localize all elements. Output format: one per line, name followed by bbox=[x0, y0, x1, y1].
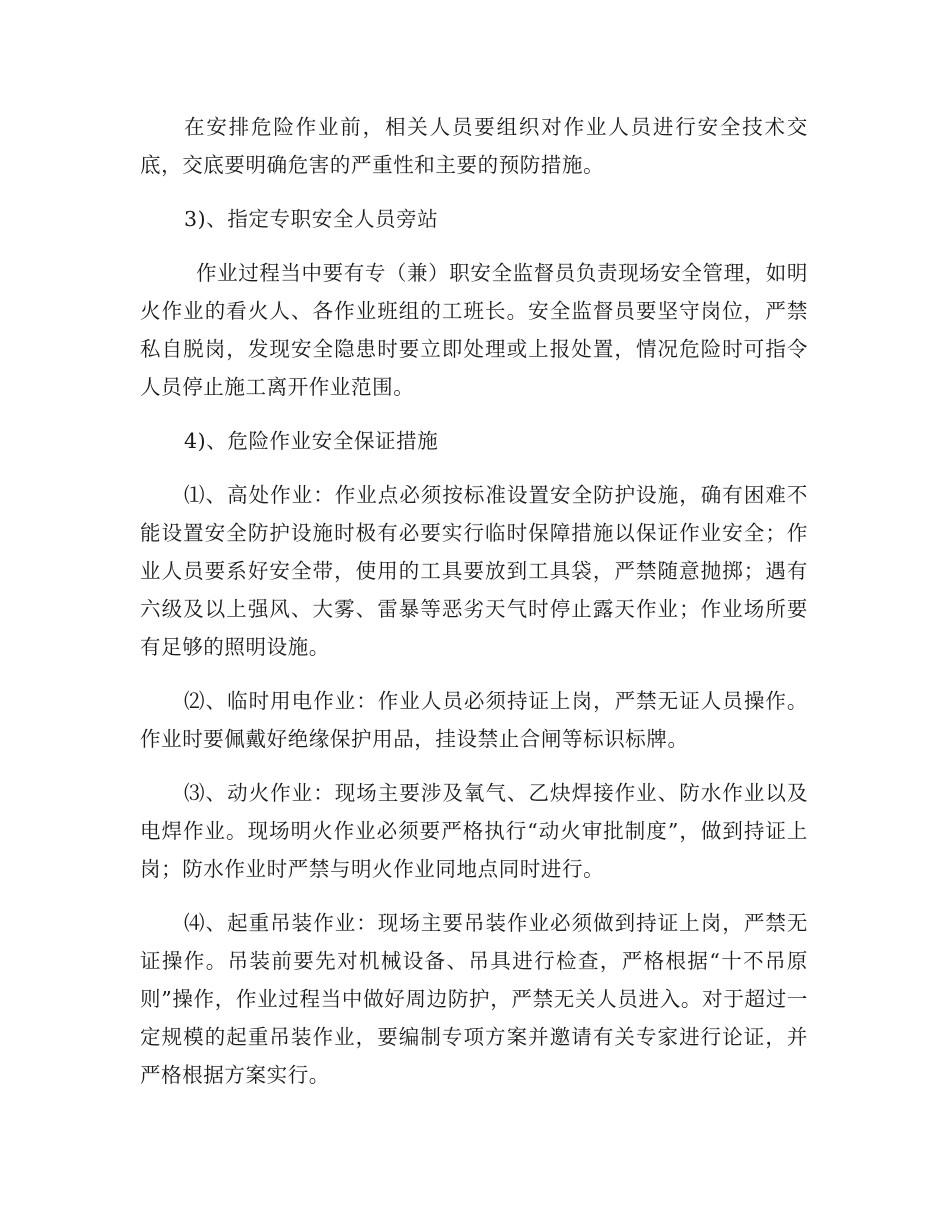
paragraph-temporary-electricity: ⑵、临时用电作业：作业人员必须持证上岗，严禁无证人员操作。作业时要佩戴好绝缘保护用品，挂设禁止合闸等标识标牌。 bbox=[140, 689, 808, 751]
paragraph-work-at-height: ⑴、高处作业：作业点必须按标准设置安全防护设施，确有困难不能设置安全防护设施时极有必要实行临时保障措施以保证作业安全；作业人员要系好安全带，使用的工具要放到工具袋，严禁随意抛掷；遇有六级及以上强风、大雾、雷暴等恶劣天气时停止露天作业；作业场所要有足够的照明设施。 bbox=[140, 483, 808, 659]
paragraph-safety-briefing: 在安排危险作业前，相关人员要组织对作业人员进行安全技术交底，交底要明确危害的严重性和主要的预防措施。 bbox=[140, 115, 808, 177]
paragraph-lifting-operations: ⑷、起重吊装作业：现场主要吊装作业必须做到持证上岗，严禁无证操作。吊装前要先对机械设备、吊具进行检查，严格根据“十不吊原则”操作，作业过程当中做好周边防护，严禁无关人员进入。对于超过一定规模的起重吊装作业，要编制专项方案并邀请有关专家进行论证，并严格根据方案实行。 bbox=[140, 911, 808, 1087]
paragraph-hot-work: ⑶、动火作业：现场主要涉及氧气、乙炔焊接作业、防水作业以及电焊作业。现场明火作业必须要严格执行“动火审批制度”，做到持证上岗；防水作业时严禁与明火作业同地点同时进行。 bbox=[140, 781, 808, 881]
document-body bbox=[140, 108, 808, 1110]
paragraph-safety-supervisor: 作业过程当中要有专（兼）职安全监督员负责现场安全管理，如明火作业的看火人、各作业班组的工班长。安全监督员要坚守岗位，严禁私自脱岗，发现安全隐患时要立即处理或上报处置，情况危险时可指令人员停止施工离开作业范围。 bbox=[140, 261, 808, 399]
heading-dangerous-work-measures: 4)、危险作业安全保证措施 bbox=[184, 429, 439, 453]
heading-dedicated-safety-supervisor: 3)、指定专职安全人员旁站 bbox=[184, 207, 439, 231]
